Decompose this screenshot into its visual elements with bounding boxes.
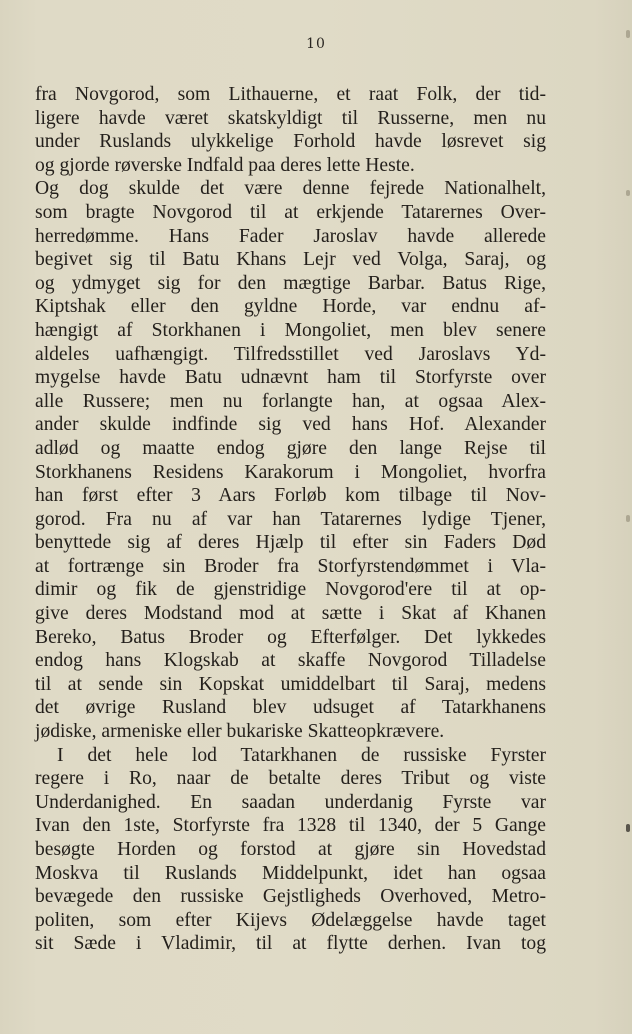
text-line: sit Sæde i Vladimir, til at flytte derhen. Ivan tog (35, 933, 546, 955)
text-line: alle Russere; men nu forlangte han, at ogsaa Alex- (35, 390, 546, 412)
body-text (35, 83, 546, 956)
text-line: dimir og fik de gjenstridige Novgorod'ere til at op- (35, 579, 546, 601)
text-line: hængigt af Storkhanen i Mongoliet, men blev senere (35, 319, 546, 341)
page-number: 10 (306, 36, 326, 52)
text-line: mygelse havde Batu udnævnt ham til Storfyrste over (35, 367, 546, 389)
text-line: og ydmyget sig for den mægtige Barbar. Batus Rige, (35, 272, 546, 294)
text-line: at fortrænge sin Broder fra Storfyrstendømmet i Vla- (35, 555, 546, 577)
text-line: Kiptshak eller den gyldne Horde, var endnu af- (35, 296, 546, 318)
text-line: og gjorde røverske Indfald paa deres lette Heste. (35, 154, 415, 176)
text-line: til at sende sin Kopskat umiddelbart til Saraj, medens (35, 673, 546, 695)
text-line: I det hele lod Tatarkhanen de russiske Fyrster (57, 744, 546, 766)
margin-speck (626, 515, 630, 522)
text-line: bevægede den russiske Gejstligheds Overhoved, Metro- (35, 886, 546, 908)
margin-speck (626, 190, 630, 196)
text-line: Og dog skulde det være denne fejrede Nationalhelt, (35, 178, 546, 200)
text-line: ligere havde været skatskyldigt til Russerne, men nu (35, 107, 546, 129)
text-line: ander skulde indfinde sig ved hans Hof. Alexander (35, 414, 546, 436)
margin-speck (626, 30, 630, 38)
text-line: politen, som efter Kijevs Ødelæggelse havde taget (35, 909, 546, 931)
text-line: benyttede sig af deres Hjælp til efter sin Faders Død (35, 532, 546, 554)
text-line: begivet sig til Batu Khans Lejr ved Volga, Saraj, og (35, 249, 546, 271)
text-line: under Ruslands ulykkelige Forhold havde løsrevet sig (35, 131, 546, 153)
text-line: fra Novgorod, som Lithauerne, et raat Folk, der tid- (35, 84, 546, 105)
text-line: Underdanighed. En saadan underdanig Fyrste var (35, 791, 546, 813)
text-line: det øvrige Rusland blev udsuget af Tatarkhanens (35, 697, 546, 719)
text-line: aldeles uafhængigt. Tilfredsstillet ved Jaroslavs Yd- (35, 343, 546, 365)
margin-speck (626, 824, 630, 832)
text-line: Moskva til Ruslands Middelpunkt, idet han ogsaa (35, 862, 546, 884)
text-line: han først efter 3 Aars Forløb kom tilbage til Nov- (35, 485, 546, 507)
text-line: endog hans Klogskab at skaffe Novgorod Tilladelse (35, 650, 546, 672)
text-line: herredømme. Hans Fader Jaroslav havde allerede (35, 225, 546, 247)
text-line: give deres Modstand mod at sætte i Skat af Khanen (35, 603, 546, 625)
text-line: jødiske, armeniske eller bukariske Skatteopkrævere. (35, 721, 445, 743)
text-line: gorod. Fra nu af var han Tatarernes lydige Tjener, (35, 508, 546, 530)
text-line: adlød og maatte endog gjøre den lange Rejse til (35, 437, 546, 459)
text-line: Storkhanens Residens Karakorum i Mongoliet, hvorfra (35, 461, 546, 483)
text-line: Bereko, Batus Broder og Efterfølger. Det lykkedes (35, 626, 546, 648)
text-line: Ivan den 1ste, Storfyrste fra 1328 til 1340, der 5 Gange (35, 815, 546, 837)
text-line: som bragte Novgorod til at erkjende Tatarernes Over- (35, 201, 546, 223)
text-line: regere i Ro, naar de betalte deres Tribut og viste (35, 768, 546, 790)
text-line: besøgte Horden og forstod at gjøre sin Hovedstad (35, 839, 546, 860)
